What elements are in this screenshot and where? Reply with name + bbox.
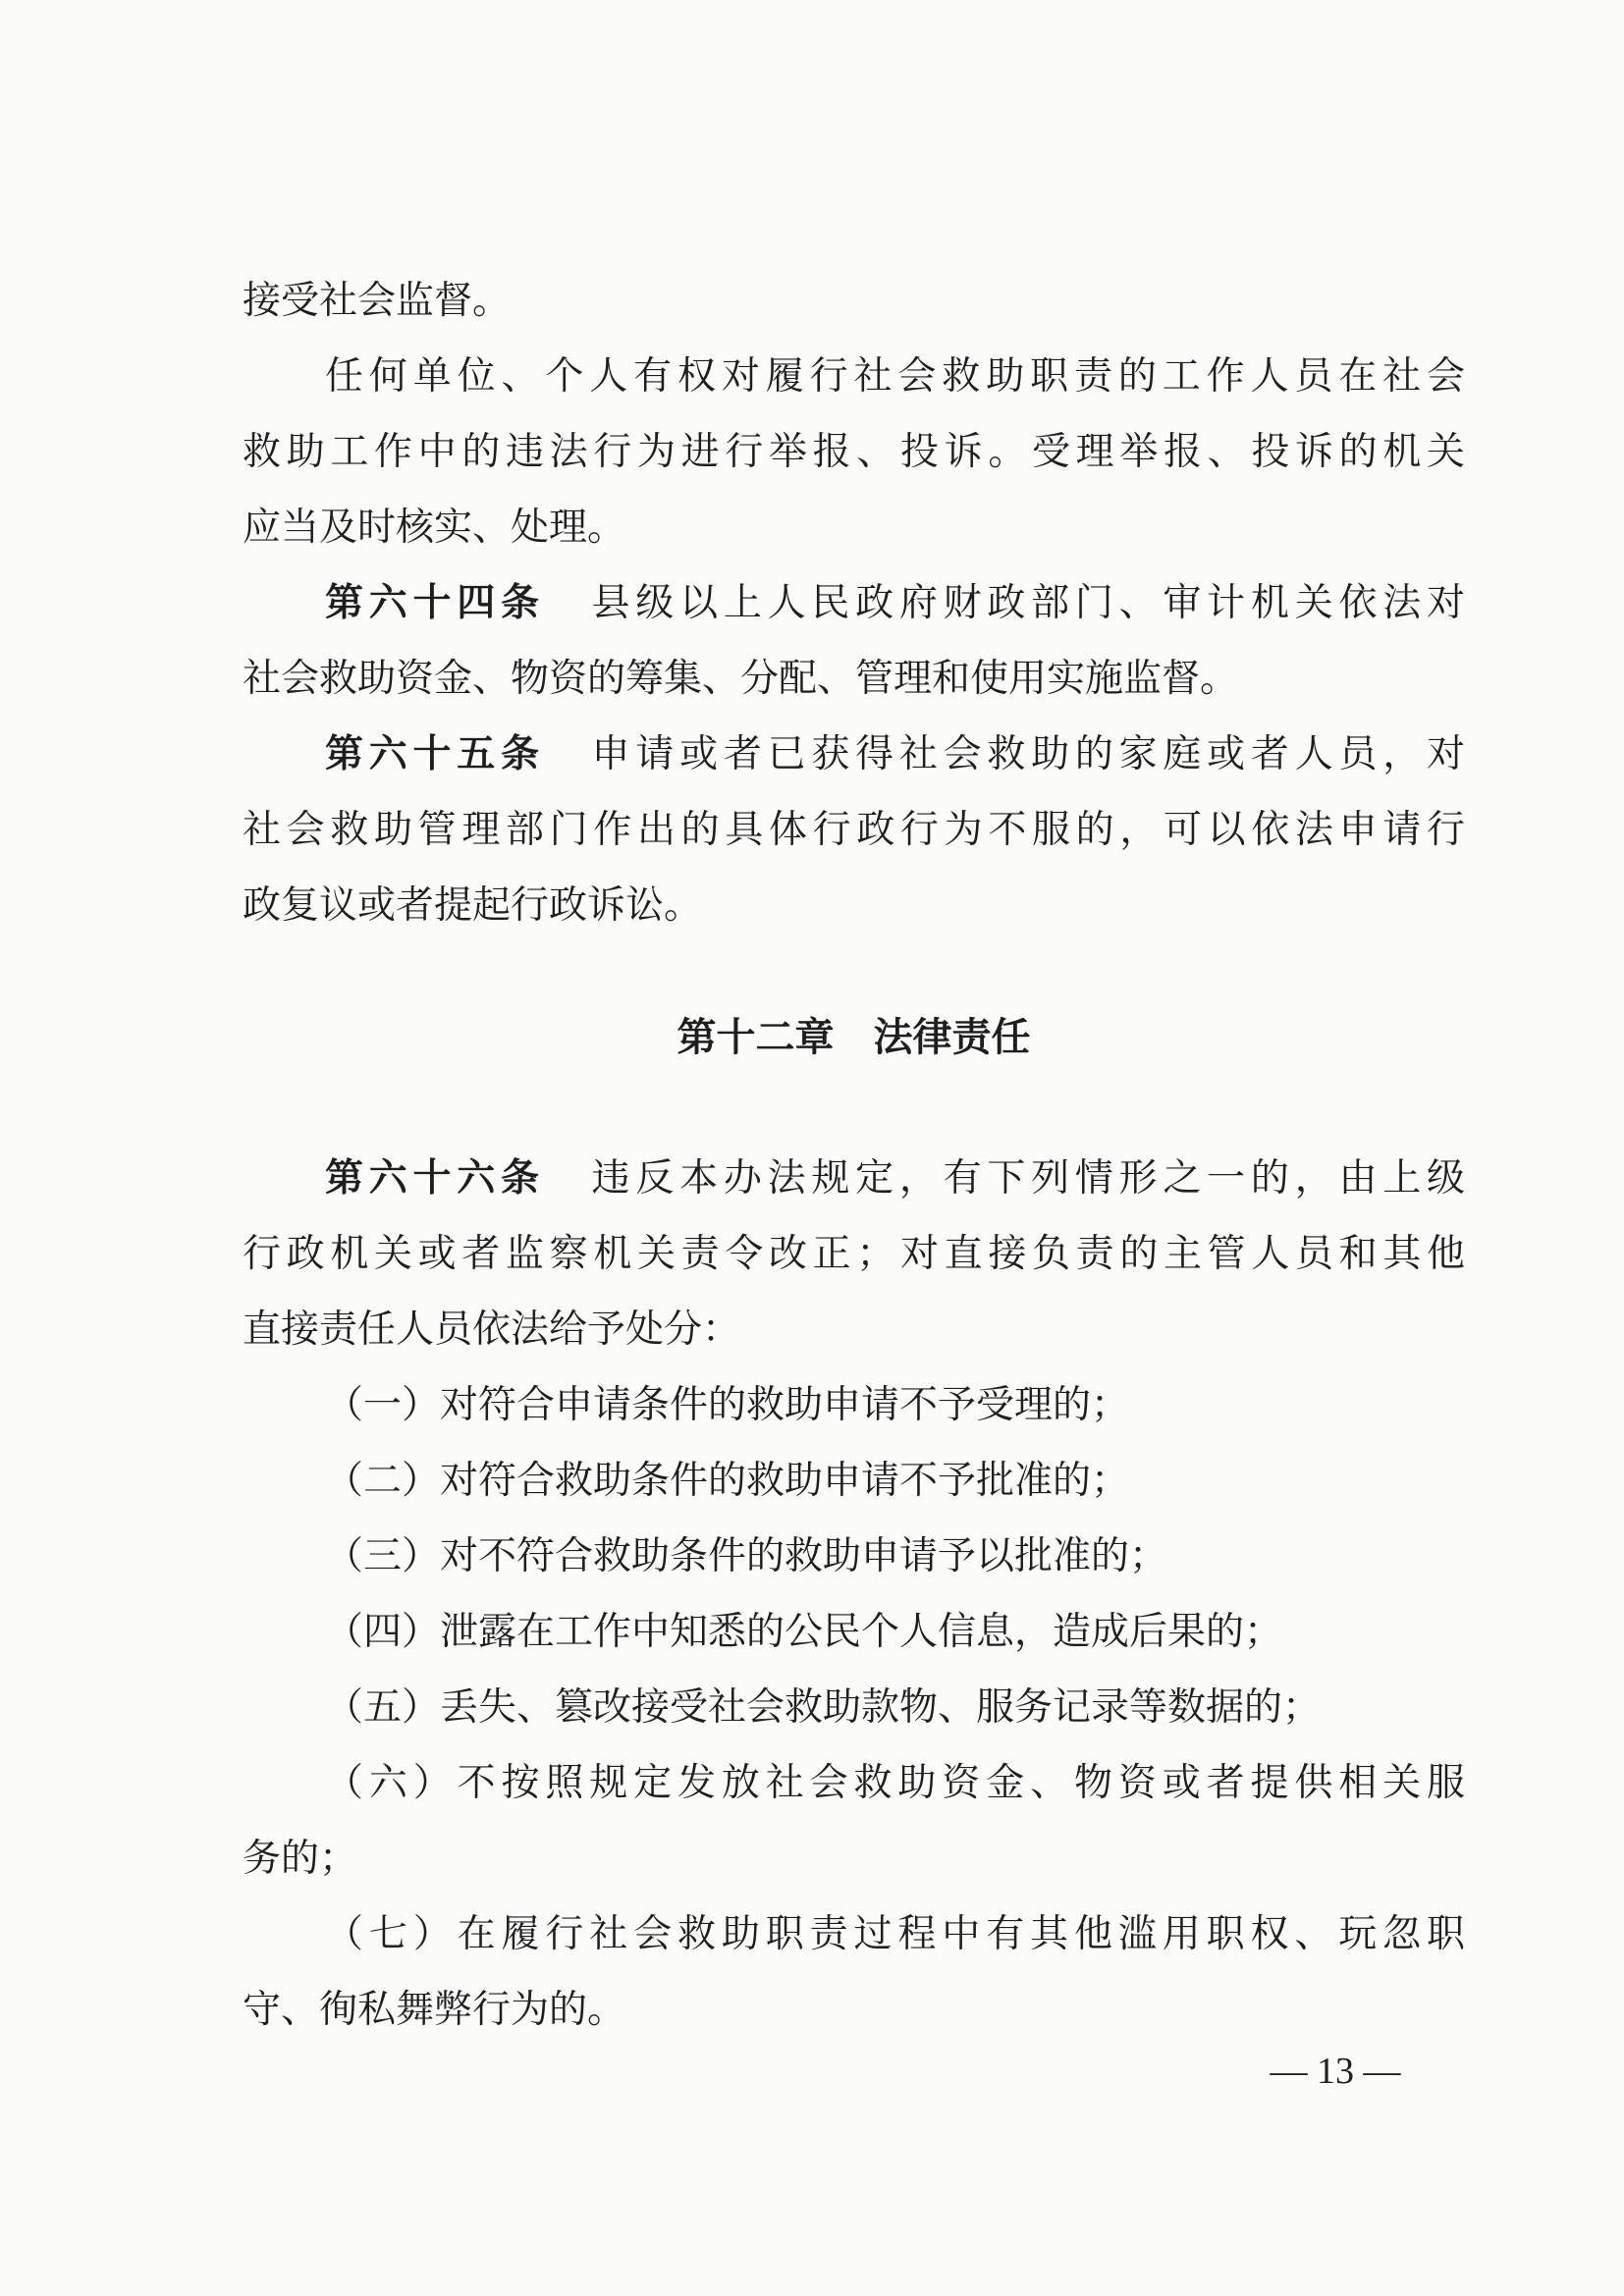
page-number: — 13 — <box>1270 2051 1401 2092</box>
list-item: （七）在履行社会救助职责过程中有其他滥用职权、玩忽职 <box>325 1912 1465 1956</box>
text-line: 任何单位、个人有权对履行社会救助职责的工作人员在社会 <box>325 354 1465 399</box>
body-text-lower <box>243 1141 1465 2048</box>
text-line: 应当及时核实、处理。 <box>243 506 626 550</box>
list-item: （一）对符合申请条件的救助申请不予受理的； <box>325 1383 1130 1427</box>
text-line: 救助工作中的违法行为进行举报、投诉。受理举报、投诉的机关 <box>243 430 1465 474</box>
article-64-title: 第六十四条 <box>325 580 545 625</box>
text-line: 接受社会监督。 <box>243 279 512 323</box>
list-item: （二）对符合救助条件的救助申请不予批准的； <box>325 1459 1130 1503</box>
chapter-title: 法律责任 <box>873 1014 1031 1060</box>
chapter-heading <box>243 999 1465 1075</box>
article-66-title: 第六十六条 <box>325 1155 545 1201</box>
list-item-continued: 务的； <box>243 1837 358 1881</box>
text-line: 行政机关或者监察机关责令改正；对直接负责的主管人员和其他 <box>243 1232 1465 1276</box>
list-item: （六）不按照规定发放社会救助资金、物资或者提供相关服 <box>325 1761 1465 1805</box>
text-segment: 县级以上人民政府财政部门、审计机关依法对 <box>585 581 1465 625</box>
article-64-line <box>243 565 1465 641</box>
list-item: （五）丢失、篡改接受社会救助款物、服务记录等数据的； <box>325 1685 1322 1730</box>
text-segment: 违反本办法规定，有下列情形之一的，由上级 <box>585 1156 1465 1201</box>
text-line: 直接责任人员依法给予处分： <box>243 1308 741 1352</box>
text-line: 社会救助管理部门作出的具体行政行为不服的，可以依法申请行 <box>243 808 1465 852</box>
text-line: 社会救助资金、物资的筹集、分配、管理和使用实施监督。 <box>243 657 1239 701</box>
list-item: （四）泄露在工作中知悉的公民个人信息，造成后果的； <box>325 1610 1283 1654</box>
text-line: 政复议或者提起行政诉讼。 <box>243 883 703 928</box>
article-65-line <box>243 717 1465 792</box>
chapter-number: 第十二章 <box>677 1014 835 1060</box>
body-text-upper <box>243 263 1465 943</box>
text-segment: 申请或者已获得社会救助的家庭或者人员，对 <box>585 732 1465 776</box>
list-item: （三）对不符合救助条件的救助申请予以批准的； <box>325 1534 1168 1578</box>
list-item-continued: 守、徇私舞弊行为的。 <box>243 1988 626 2032</box>
article-65-title: 第六十五条 <box>325 731 545 776</box>
article-66-line <box>243 1141 1465 1216</box>
